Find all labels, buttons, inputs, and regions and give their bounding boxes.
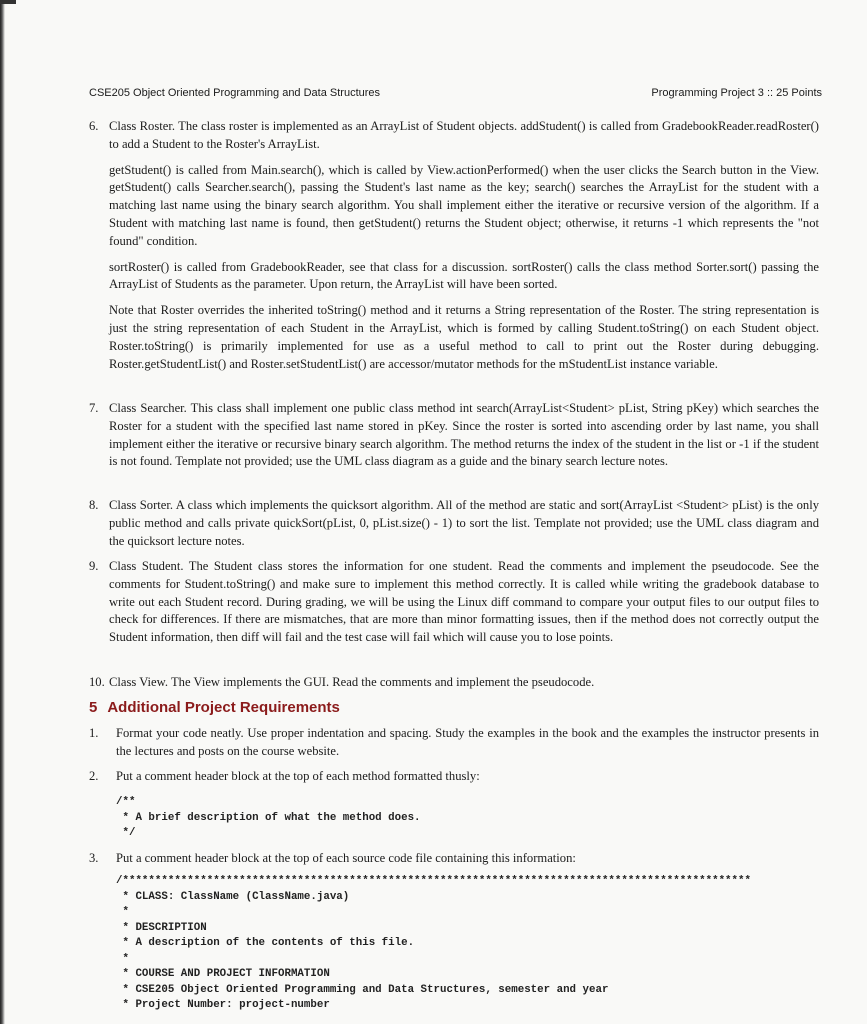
item-number: 6. xyxy=(89,119,99,133)
item-number: 3. xyxy=(89,851,99,865)
item-number: 10. xyxy=(89,675,105,689)
item-view xyxy=(89,674,819,692)
section-number: 5 xyxy=(89,699,98,716)
paragraph: Class View. The View implements the GUI. Read the comments and implement the pseudocode. xyxy=(109,675,595,689)
file-header-code: /************************************************************************************************* * CLASS: ClassName (ClassName.java) * * DESCRIPTION * A description of the contents of this file. * * COURSE AND PROJECT INFORMATION * CSE205 Object Oriented Programming and Data Structures, semester and year * Project Number: project-number xyxy=(116,875,751,1011)
paragraph: Class Student. The Student class stores the information for one student. Read the comments and implement the pseudocode. See the comments for Student.toString() and make sure to implement this method correctly. It is called while writing the gradebook database to write out each Student record. During grading, we will be using the Linux diff command to compare your output files to our output files to check for differences. If there are mismatches, that are more than minor formatting issues, then if the method does not correctly output the Student information, then diff will fail and the test case will fail which will cause you to lose points. xyxy=(109,559,819,645)
requirement-3 xyxy=(89,850,819,868)
scan-corner xyxy=(0,0,16,4)
course-title: CSE205 Object Oriented Programming and Data Structures xyxy=(89,87,381,99)
scan-edge xyxy=(0,0,5,1024)
paragraph: Note that Roster overrides the inherited toString() method and it returns a String representation of the Roster. The string representation is just the string representation of each Student in the ArrayList, which is formed by calling Student.toString() on each Student object. Roster.toString() is primarily implemented for use as a useful method to call to print out the Roster during debugging. Roster.getStudentList() and Roster.setStudentList() are accessor/mutator methods for the mStudentList instance variable. xyxy=(109,303,819,371)
paragraph: Class Sorter. A class which implements the quicksort algorithm. All of the method are static and sort(ArrayList <Student> pList) is the only public method and calls private quickSort(pList, 0, pList.size() - 1) to sort the list. Template not provided; use the UML class diagram and the quicksort lecture notes. xyxy=(109,498,819,548)
item-student xyxy=(89,558,819,647)
paragraph: Class Roster. The class roster is implemented as an ArrayList of Student objects. addStudent() is called from GradebookReader.readRoster() to add a Student to the Roster's ArrayList. xyxy=(109,119,819,151)
requirement-1 xyxy=(89,725,819,761)
item-number: 7. xyxy=(89,401,99,415)
section-title: Additional Project Requirements xyxy=(107,699,340,716)
item-roster xyxy=(89,118,819,373)
section-heading xyxy=(89,699,340,717)
requirement-2 xyxy=(89,768,819,786)
page-header xyxy=(89,85,822,103)
paragraph: Class Searcher. This class shall implement one public class method int search(ArrayList<Student> pList, String pKey) which searches the Roster for a student with the specified last name stored in pKey. Since the roster is sorted into ascending order by last name, you shall implement either the iterative or recursive binary search algorithm. The method returns the index of the student in the list or -1 if the student is not found. Template not provided; use the UML class diagram as a guide and the binary search lecture notes. xyxy=(109,401,819,469)
method-comment-code: /** * A brief description of what the method does. */ xyxy=(116,796,421,839)
paragraph: Format your code neatly. Use proper indentation and spacing. Study the examples in the book and the examples the instructor presents in the lectures and posts on the course website. xyxy=(116,726,819,758)
paragraph: Put a comment header block at the top of each method formatted thusly: xyxy=(116,769,480,783)
item-number: 1. xyxy=(89,726,99,740)
project-points: Programming Project 3 :: 25 Points xyxy=(651,87,822,99)
item-searcher xyxy=(89,400,819,471)
item-number: 2. xyxy=(89,769,99,783)
paragraph: sortRoster() is called from GradebookReader, see that class for a discussion. sortRoster() calls the class method Sorter.sort() passing the ArrayList of Students as the parameter. Upon return, the ArrayList will have been sorted. xyxy=(109,259,819,292)
item-number: 8. xyxy=(89,498,99,512)
paragraph: Put a comment header block at the top of each source code file containing this information: xyxy=(116,851,576,865)
item-number: 9. xyxy=(89,559,99,573)
item-sorter xyxy=(89,497,819,550)
paragraph: getStudent() is called from Main.search(), which is called by View.actionPerformed() when the user clicks the Search button in the View. getStudent() calls Searcher.search(), passing the Student's last name as the key; search() searches the ArrayList for the student with a matching last name using the binary search algorithm. You shall implement either the iterative or recursive version of the algorithm. If a Student with matching last name is found, then getStudent() returns the Student object; otherwise, it returns -1 which represents the "not found" condition. xyxy=(109,162,819,248)
